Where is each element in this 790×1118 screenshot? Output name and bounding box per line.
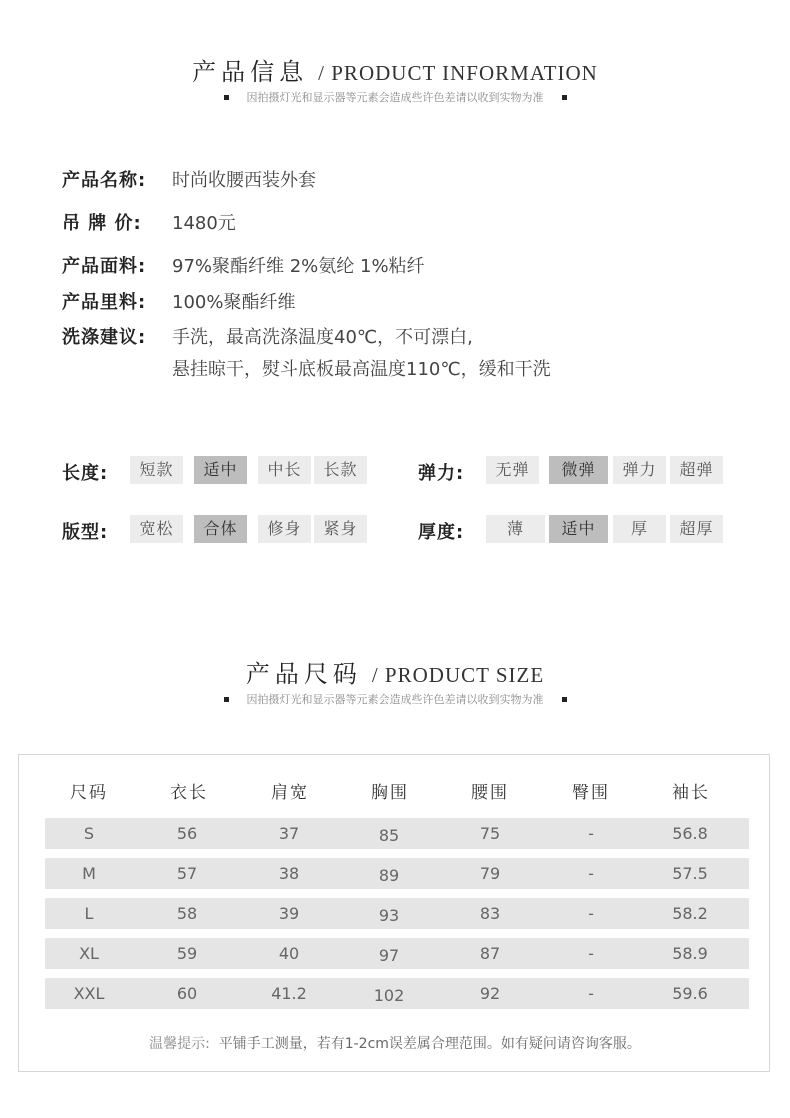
note-prefix: 温馨提示: bbox=[149, 1036, 210, 1052]
info-row-fabric bbox=[62, 252, 425, 278]
attr-option-selected: 适中 bbox=[549, 515, 608, 543]
attr-label-fit: 版型: bbox=[62, 522, 109, 543]
table-cell: M bbox=[82, 864, 96, 883]
attr-option-selected: 合体 bbox=[194, 515, 247, 543]
info-label: 产品名称: bbox=[62, 170, 147, 191]
attr-option: 超弹 bbox=[670, 456, 723, 484]
info-title-en: / PRODUCT INFORMATION bbox=[318, 61, 598, 85]
table-cell: 83 bbox=[479, 904, 501, 923]
info-value: 1480元 bbox=[172, 213, 236, 234]
info-section-title bbox=[0, 52, 790, 87]
size-subtitle-text: 因拍摄灯光和显示器等元素会造成些许色差请以收到实物为准 bbox=[246, 693, 544, 706]
table-cell: 58.9 bbox=[672, 944, 708, 963]
table-cell: 41.2 bbox=[271, 984, 307, 1003]
measurement-note bbox=[0, 1033, 790, 1053]
attr-label-length: 长度: bbox=[62, 463, 109, 484]
table-header-waist: 腰围 bbox=[471, 783, 509, 803]
info-label: 产品里料: bbox=[62, 292, 147, 313]
table-header-size: 尺码 bbox=[70, 783, 108, 803]
table-cell: 97 bbox=[378, 946, 400, 965]
table-cell: 37 bbox=[278, 824, 300, 843]
table-cell: - bbox=[588, 944, 594, 963]
table-cell: 58.2 bbox=[672, 904, 708, 923]
info-section-subtitle bbox=[0, 89, 790, 105]
attr-option: 超厚 bbox=[670, 515, 723, 543]
table-cell: 56.8 bbox=[672, 824, 708, 843]
info-row-lining bbox=[62, 288, 295, 314]
table-cell: XL bbox=[79, 944, 99, 963]
table-cell: 92 bbox=[479, 984, 501, 1003]
table-cell: 59 bbox=[176, 944, 198, 963]
size-title-cn: 产品尺码 bbox=[245, 660, 362, 688]
table-cell: - bbox=[588, 864, 594, 883]
bullet-square-icon bbox=[224, 95, 229, 100]
info-label: 产品面料: bbox=[62, 256, 147, 277]
info-value: 时尚收腰西装外套 bbox=[172, 170, 316, 191]
size-section-subtitle bbox=[0, 691, 790, 707]
table-cell: - bbox=[588, 824, 594, 843]
note-text: 平铺手工测量，若有1-2cm误差属合理范围。如有疑问请咨询客服。 bbox=[218, 1036, 641, 1052]
info-row-care bbox=[62, 323, 473, 349]
size-title-en: / PRODUCT SIZE bbox=[371, 663, 545, 687]
info-value: 手洗，最高洗涤温度40℃，不可漂白, bbox=[172, 327, 473, 348]
attr-option: 厚 bbox=[613, 515, 666, 543]
attr-option: 宽松 bbox=[130, 515, 183, 543]
attr-label-thickness: 厚度: bbox=[418, 522, 465, 543]
table-header-hip: 臀围 bbox=[572, 783, 610, 803]
table-cell: 89 bbox=[378, 866, 400, 885]
table-header-sleeve: 袖长 bbox=[672, 783, 710, 803]
table-cell: - bbox=[588, 904, 594, 923]
attr-option: 弹力 bbox=[613, 456, 666, 484]
bullet-square-icon bbox=[224, 697, 229, 702]
table-cell: 57.5 bbox=[672, 864, 708, 883]
table-cell: 93 bbox=[378, 906, 400, 925]
table-cell: 87 bbox=[479, 944, 501, 963]
table-cell: L bbox=[84, 904, 94, 923]
attr-option: 修身 bbox=[258, 515, 311, 543]
bullet-square-icon bbox=[562, 95, 567, 100]
table-cell: 40 bbox=[278, 944, 300, 963]
info-row-name bbox=[62, 166, 316, 192]
info-label: 吊 牌 价: bbox=[62, 213, 142, 234]
table-cell: S bbox=[83, 824, 95, 843]
table-cell: 102 bbox=[373, 986, 405, 1005]
table-header-shoulder: 肩宽 bbox=[271, 783, 309, 803]
attr-option: 短款 bbox=[130, 456, 183, 484]
attr-option-selected: 微弹 bbox=[549, 456, 608, 484]
table-cell: 85 bbox=[378, 826, 400, 845]
info-care-line2: 悬挂晾干，熨斗底板最高温度110℃，缓和干洗 bbox=[172, 359, 551, 380]
attr-option-selected: 适中 bbox=[194, 456, 247, 484]
attr-option: 紧身 bbox=[314, 515, 367, 543]
info-title-cn: 产品信息 bbox=[192, 58, 309, 86]
table-cell: 39 bbox=[278, 904, 300, 923]
info-row-price bbox=[62, 209, 236, 235]
size-section-title bbox=[0, 654, 790, 689]
table-cell: 56 bbox=[176, 824, 198, 843]
table-header-length: 衣长 bbox=[170, 783, 208, 803]
table-cell: - bbox=[588, 984, 594, 1003]
info-label: 洗涤建议: bbox=[62, 327, 147, 348]
bullet-square-icon bbox=[562, 697, 567, 702]
table-cell: 79 bbox=[479, 864, 501, 883]
info-value: 100%聚酯纤维 bbox=[172, 292, 296, 313]
table-cell: 59.6 bbox=[672, 984, 708, 1003]
table-cell: 38 bbox=[278, 864, 300, 883]
info-subtitle-text: 因拍摄灯光和显示器等元素会造成些许色差请以收到实物为准 bbox=[246, 91, 544, 104]
table-cell: 58 bbox=[176, 904, 198, 923]
table-cell: 57 bbox=[176, 864, 198, 883]
info-value: 97%聚酯纤维 2%氨纶 1%粘纤 bbox=[172, 256, 425, 277]
table-header-chest: 胸围 bbox=[371, 783, 409, 803]
table-cell: 75 bbox=[479, 824, 501, 843]
attr-option: 无弹 bbox=[486, 456, 539, 484]
table-cell: 60 bbox=[176, 984, 198, 1003]
table-cell: XXL bbox=[73, 984, 105, 1003]
attr-label-stretch: 弹力: bbox=[418, 463, 465, 484]
attr-option: 长款 bbox=[314, 456, 367, 484]
attr-option: 薄 bbox=[486, 515, 545, 543]
attr-option: 中长 bbox=[258, 456, 311, 484]
